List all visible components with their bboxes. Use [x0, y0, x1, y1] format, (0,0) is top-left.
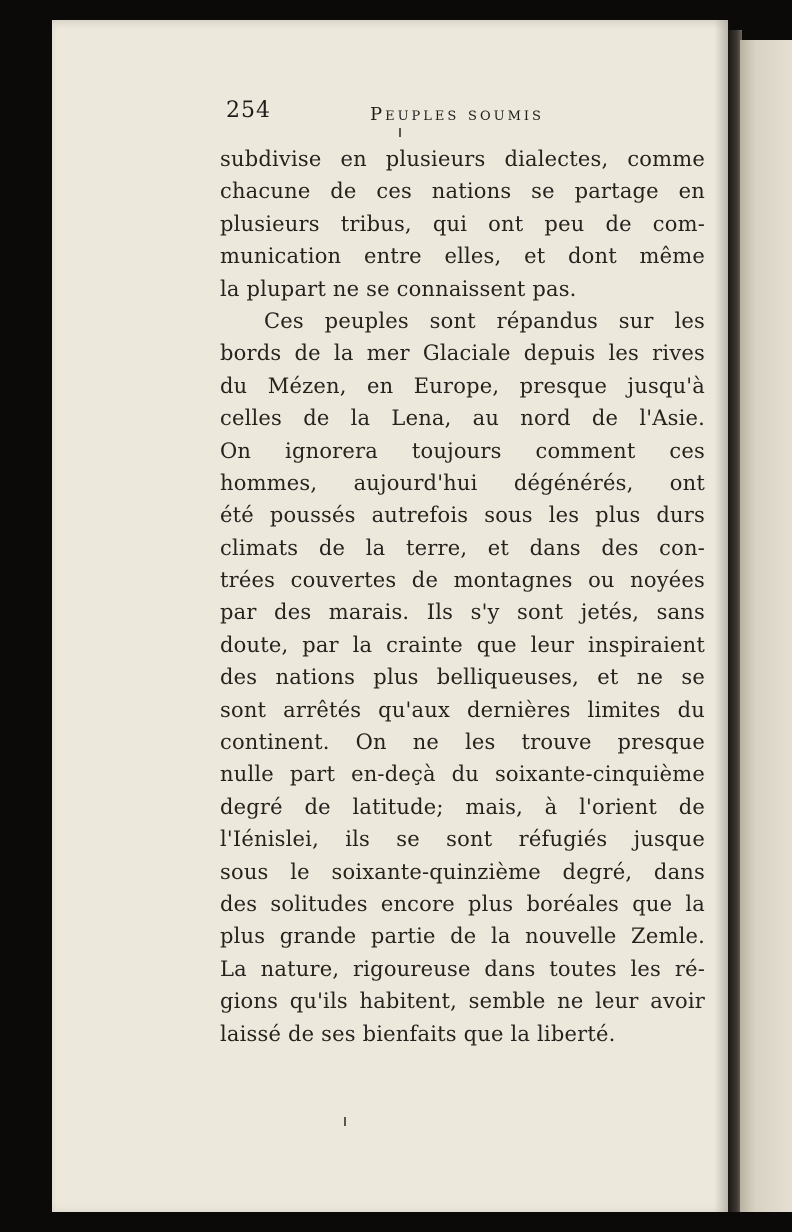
- stray-mark-bottom: [344, 1117, 346, 1126]
- text-line: sous le soixante-quinzième degré, dans: [220, 859, 705, 884]
- text-line: chacune de ces nations se partage en: [220, 179, 705, 204]
- text-line: continent. On ne les trouve presque: [220, 730, 705, 755]
- running-head: Peuples soumis: [370, 104, 544, 125]
- facing-page-edge: [740, 40, 792, 1212]
- text-line: trées couvertes de montagnes ou noyées: [220, 568, 705, 593]
- text-line: doute, par la crainte que leur inspiraient: [220, 632, 705, 657]
- stray-mark-top: [399, 128, 401, 137]
- text-line: la plupart ne se connaissent pas.: [220, 276, 577, 301]
- text-line: des nations plus belliqueuses, et ne se: [220, 665, 705, 690]
- text-line: des solitudes encore plus boréales que la: [220, 891, 705, 916]
- text-line: La nature, rigoureuse dans toutes les ré-: [220, 956, 705, 981]
- text-line: été poussés autrefois sous les plus durs: [220, 503, 705, 528]
- paragraph-first-line: Ces peuples sont répandus sur les: [264, 308, 705, 333]
- text-line: nulle part en-deçà du soixante-cinquième: [220, 762, 705, 787]
- page-header: [226, 98, 696, 132]
- text-line: du Mézen, en Europe, presque jusqu'à: [220, 373, 705, 398]
- text-line: plusieurs tribus, qui ont peu de com-: [220, 211, 705, 236]
- text-line: subdivise en plusieurs dialectes, comme: [220, 147, 705, 171]
- text-line: laissé de ses bienfaits que la liberté.: [220, 1021, 616, 1046]
- text-line: l'Iénislei, ils se sont réfugiés jusque: [220, 827, 705, 852]
- text-line: munication entre elles, et dont même: [220, 244, 705, 269]
- text-line: hommes, aujourd'hui dégénérés, ont: [220, 470, 705, 495]
- body-text: [220, 143, 705, 1050]
- text-line: On ignorera toujours comment ces: [220, 438, 705, 463]
- text-line: gions qu'ils habitent, semble ne leur avoir: [220, 989, 705, 1014]
- page-number: 254: [226, 98, 271, 123]
- text-line: sont arrêtés qu'aux dernières limites du: [220, 697, 705, 722]
- text-line: climats de la terre, et dans des con-: [220, 535, 705, 560]
- text-line: celles de la Lena, au nord de l'Asie.: [220, 406, 705, 431]
- text-line: degré de latitude; mais, à l'orient de: [220, 794, 705, 819]
- text-line: par des marais. Ils s'y sont jetés, sans: [220, 600, 705, 625]
- text-line: bords de la mer Glaciale depuis les rives: [220, 341, 705, 366]
- page-spine-shadow: [714, 20, 728, 1212]
- text-line: plus grande partie de la nouvelle Zemle.: [220, 924, 705, 949]
